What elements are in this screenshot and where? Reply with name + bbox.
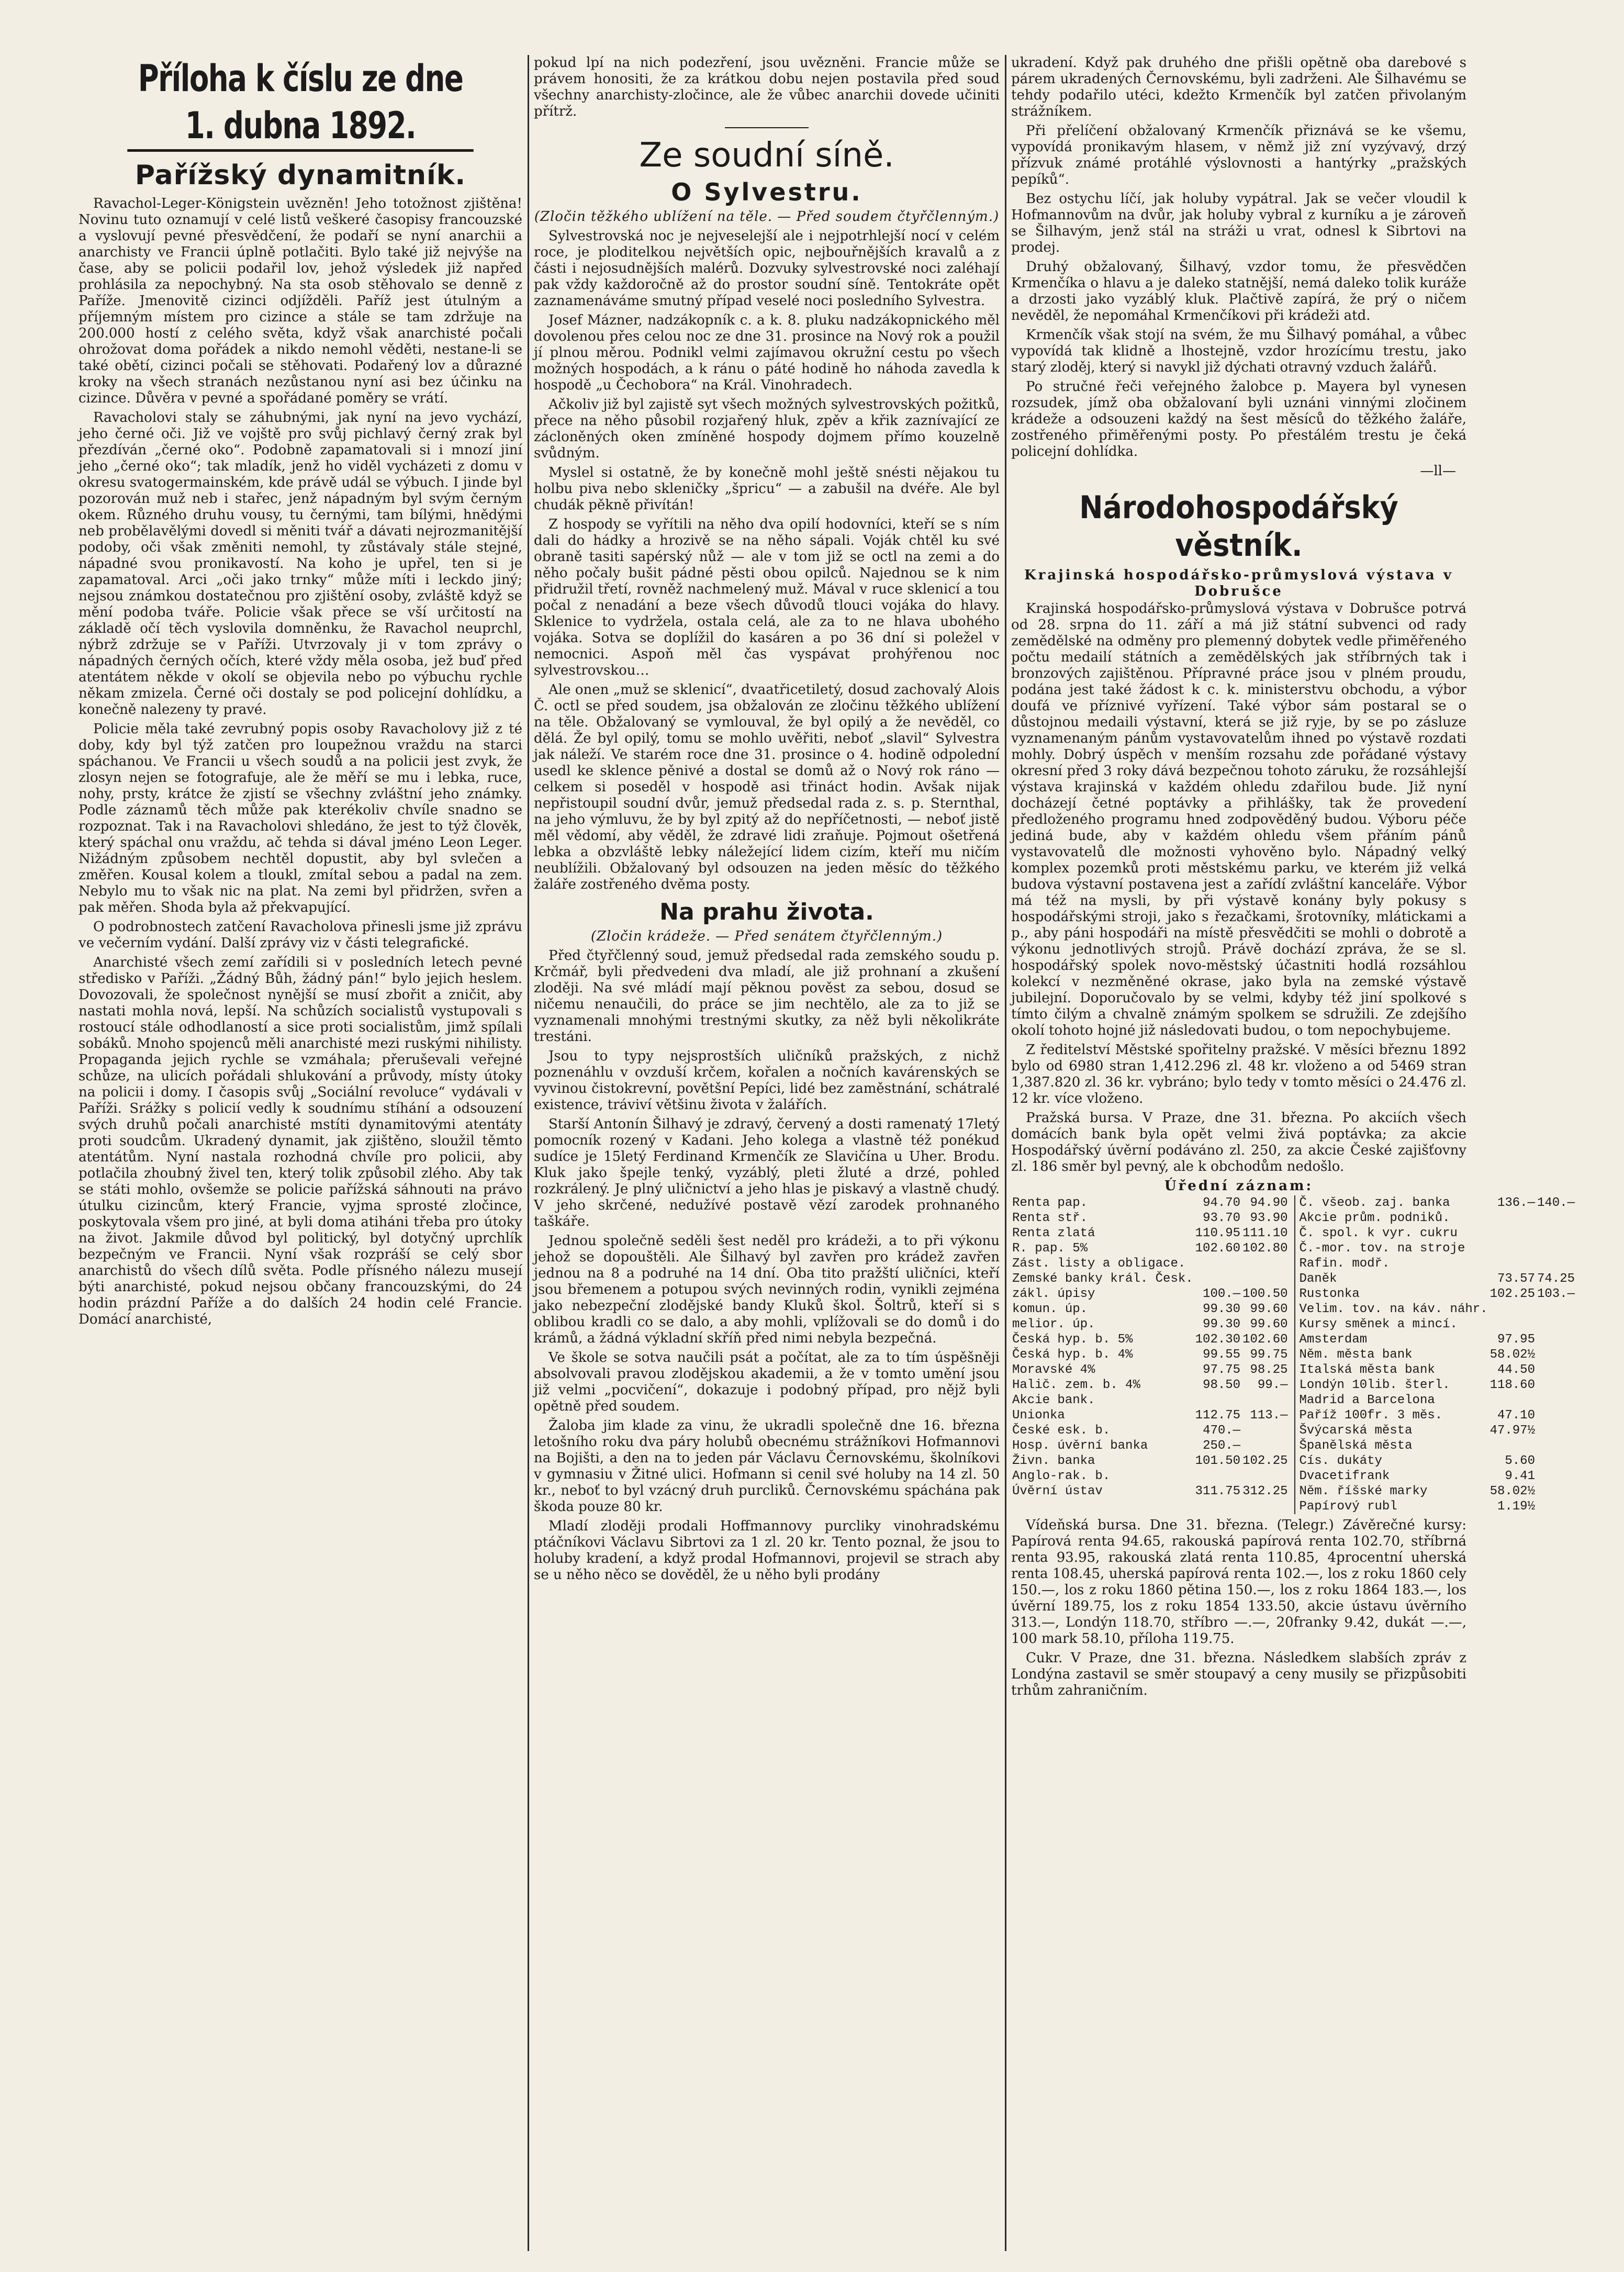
table-cell-label: České esk. b.: [1012, 1424, 1111, 1438]
table-cell-value: [1489, 1211, 1536, 1226]
column-right: [1011, 55, 1575, 2251]
table-cell-label: Č.-mor. tov. na stroje: [1299, 1241, 1465, 1256]
table-row: [1298, 1302, 1576, 1317]
table-cell-value: [1536, 1332, 1576, 1347]
exchange-table: [1011, 1195, 1575, 1514]
paragraph: ukradení. Když pak druhého dne přišli opětně oba darebové s párem ukradených Černovskému, byli zadrženi. Ale Šilhavému se tehdy podařilo utéci, kdežto Krmenčík byl zatčen přivolaným strážníkem.: [1011, 55, 1466, 119]
table-cell-value: [1536, 1241, 1576, 1256]
table-row: [1298, 1469, 1576, 1484]
table-cell-value: [1536, 1211, 1576, 1226]
table-cell-value: 99.60: [1250, 1317, 1288, 1331]
article-subtitle: (Zločin krádeže. — Před senátem čtyřčlenným.): [590, 928, 943, 944]
table-row: [1298, 1271, 1576, 1286]
exchange-table-right-body: [1298, 1195, 1576, 1514]
paragraph: Krajinská hospodářsko-průmyslová výstava v Dobrušce potrvá od 28. srpna do 11. září a má již státní subvenci od rady zemědělské na odměny pro plemenný dobytek vedle přiměřeného počtu medailí státních a zemědělských jak stříbrných tak i bronzových zajištěnou. Přípravné práce jsou v plném proudu, podána jest také žádost k c. k. ministerstvu obchodu, a výbor doufá ve příznivé vyřízení. Také výbor sám postaral se o důstojnou medaili výstavní, která se již ryje, by se po zásluze vyznamenaným pánům vystavovatelům ihned po výstavě rozdati mohly. Dobrý úspěch v menším rozsahu zde pořádané výstavy okresní před 3 roky dává bezpečnou tohoto záruku, že rozsáhlejší výstava krajinská v každém ohledu zdařilou bude. Již nyní docházejí četné poptávky a přihlášky, tak že provedení předloženého programu hned zodpověděný budou. Výboru péče jediná bude, aby v každém ohledu všem přáním pánů vystavovatelů dle možnosti vyhověno bylo. Nápadný velký komplex pozemků proti městskému parku, ve kterém již velká budova výstavní postavena jest a zařídí zvláštní kanceláře. Výbor má též na mysli, by při výstavě konány byly pokusy s hospodářskými stroji, jako s řezačkami, šrotovníky, mlátickami a p., aby páni hospodáři na místě přesvědčiti se mohli o dobrotě a výkonu jednotlivých strojů. Právě dochází zpráva, že se sl. hospodářský spolek novo-městský účastniti hodlá rozsáhlou kolekcí v nezměněné okrase, jako byla na zemské výstavě jubilejní. Doporučovalo by se velmi, kdyby též jiní spolkové s tímto čilým a chvalně známým spolkem se sdružili. Ze zdejšího okolí tohoto hojné již následovati budou, o tom nepochybujeme.: [1011, 601, 1466, 1038]
table-cell-value: [1536, 1226, 1576, 1241]
table-cell-value: [1489, 1302, 1536, 1317]
paragraph: Ravacholovi staly se záhubnými, jak nyní na jevo vychází, jeho černé oči. Již ve vojště pro svůj pichlavý černý zrak byl přezdíván „černé oko“. Podobně zapamatovali si i mnozí jiní jeho „černé oko“; tak mladík, jenž ho viděl vycházeti z domu v okresu svatogermainském, kde právě udál se výbuch. I jinde byl pozorován muž neb i stařec, jenž nápadným byl svým černým okem. Různého druhu vousy, tu černými, tam bílými, hnědými neb probělavělými dovedl si měniti tvář a dávati nejrozmanitější podoby, oči však změniti nemohl, ty zůstávaly stále stejné, nápadné svou pronikavostí. Na koho je upřel, ten si je zapamatoval. Arci „oči jako trnky“ může míti i leckdo jiný; nejsou známkou dostatečnou pro zjištění osoby, zvláště když se mění podoba tváře. Policie však přece se vší určitostí na základě očí těch vyslovila domněnku, že Ravachol neuprchl, nýbrž zdržuje se v Paříži. Utvrzovaly ji v tom zprávy o nápadných černých očích, které vždy měla osoba, jež buď před atentátem někde v okolí se objevila nebo po výbuchu rychle někam zmizela. Černé oči dostaly se pod policejní dohlídku, a konečně nalezeny ty pravé.: [79, 410, 522, 718]
paragraph: Ale onen „muž se sklenicí“, dvaatřicetiletý, dosud zachovalý Alois Č. octl se před soudem, jsa obžalován ze zločinu těžkého ublížení na těle. Obžalovaný se vymlouval, že byl opilý a že nevěděl, co dělá. Že byl opilý, tomu se mohlo uvěřiti, neboť „slavil“ Sylvestra jak náleží. Ve starém roce dne 31. prosince o 4. hodině odpolední usedl ke sklence pěnivé a dostal se domů až o Nový rok ráno — celkem si poseděl v hospodě asi třináct hodin. Avšak nijak nepřistoupil soudní dvůr, jemuž předsedal rada z. s. p. Sternthal, na jeho výmluvu, že by byl zpitý až do nepříčetnosti, — neboť jistě měl vědomí, aby věděl, že zdravé lidi zraňuje. Pojmout ošetřená lebka a obzvláště lebky náležející lidem cizím, kteří mu ničím neublížili. Obžalovaný byl odsouzen na jeden měsíc do těžkého žaláře zostřeného dvěma posty.: [534, 682, 1000, 892]
table-row: [1298, 1499, 1576, 1514]
table-row: [1298, 1347, 1576, 1362]
paragraph: Žaloba jim klade za vinu, že ukradli společně dne 16. března letošního roku dva páry holubů obecnému strážníkovi Hofmannovi na Bojišti, a den na to jeden pár Václavu Černovskému, školníkovi v gymnasiu v Žitné ulici. Hofmann si cenil své holuby na 14 zl. 50 kr., neboť to byl vzácný druh purcliků. Černovskému spáchána pak škoda pouze 80 kr.: [534, 1418, 1000, 1515]
table-cell-value: 47.97½: [1489, 1424, 1535, 1438]
exchange-table-right: [1294, 1195, 1576, 1514]
table-cell-value: [1241, 1393, 1289, 1408]
table-row: [1011, 1241, 1289, 1256]
table-cell-label: komun. úp.: [1012, 1302, 1088, 1316]
table-cell-value: [1536, 1484, 1576, 1499]
table-cell-label: Renta pap.: [1012, 1196, 1088, 1210]
table-row: [1011, 1484, 1289, 1499]
table-cell-value: 44.50: [1497, 1363, 1535, 1377]
table-row: [1011, 1332, 1289, 1347]
table-cell-value: 58.02½: [1489, 1484, 1535, 1498]
paragraph: Jsou to typy nejsprostších uličníků pražských, z nichž poznenáhlu v ovzduší krčem, kořalen a nočních kavárenských se vyvinou čistokrevní, povětšní Pepíci, lidé bez zaměstnání, schátralé existence, tráviví většinu života v žalářích.: [534, 1048, 1000, 1113]
table-cell-label: Česká hyp. b. 4%: [1012, 1348, 1133, 1362]
table-row: [1011, 1469, 1289, 1484]
table-cell-label: Velim. tov. na káv. náhr.: [1299, 1302, 1488, 1316]
table-cell-label: Rustonka: [1299, 1287, 1360, 1301]
table-cell-label: Něm. říšské marky: [1299, 1484, 1428, 1498]
table-row: [1011, 1438, 1289, 1453]
table-cell-value: [1194, 1469, 1241, 1484]
table-cell-value: [1536, 1438, 1576, 1453]
paragraph: Krmenčík však stojí na svém, že mu Šilhavý pomáhal, a vůbec vypovídá tak klidně a lhostejně, vzdor hrozícímu trestu, jako starý zloděj, který si navykl již dýchati otravný vzduch žalářů.: [1011, 327, 1466, 375]
table-cell-label: Anglo-rak. b.: [1012, 1469, 1111, 1483]
table-cell-value: 102.80: [1242, 1241, 1288, 1256]
article-subtitle: (Zločin těžkého ublížení na těle. — Před soudem čtyřčlenným.): [534, 209, 1000, 225]
table-row: [1011, 1302, 1289, 1317]
table-cell-label: Daněk: [1299, 1272, 1337, 1286]
table-cell-value: 93.90: [1250, 1211, 1288, 1225]
table-row: [1011, 1378, 1289, 1393]
table-row: [1298, 1256, 1576, 1271]
table-cell-label: Unionka: [1012, 1408, 1065, 1423]
table-cell-value: [1536, 1393, 1576, 1408]
table-cell-label: Živn. banka: [1012, 1454, 1095, 1468]
table-cell-label: Kursy směnek a mincí.: [1299, 1317, 1458, 1331]
table-cell-value: 9.41: [1505, 1469, 1535, 1483]
table-cell-value: 94.70: [1203, 1196, 1241, 1210]
table-cell-value: 100.50: [1242, 1287, 1288, 1301]
table-row: [1298, 1226, 1576, 1241]
paragraph: Vídeňská bursa. Dne 31. března. (Telegr.) Závěrečné kursy: Papírová renta 94.65, rakouská papírová renta 102.70, stříbrná renta 93.95, rakouská zlatá renta 110.85, 4procentní uherská renta 108.45, uherská papírová renta 102.—, los z roku 1860 cely 150.—, los z roku 1860 pětina 150.—, los z roku 1864 183.—, los úvěrní 189.75, los z roku 1854 133.50, akcie ústavu úvěrního 313.—, Londýn 118.70, stříbro —.—, 20franky 9.42, dukát —.—, 100 mark 58.10, příloha 119.75.: [1011, 1517, 1466, 1647]
table-cell-value: 98.50: [1203, 1378, 1241, 1392]
table-cell-value: [1489, 1438, 1536, 1453]
table-cell-value: 470.—: [1203, 1424, 1241, 1438]
table-cell-value: 58.02½: [1489, 1348, 1535, 1362]
table-cell-value: 74.25: [1537, 1272, 1575, 1286]
table-cell-value: 102.25: [1242, 1454, 1288, 1468]
table-cell-label: Něm. města bank: [1299, 1348, 1413, 1362]
paragraph: pokud lpí na nich podezření, jsou uvězněni. Francie může se právem honositi, že za krátkou dobu nejen postavila před soud všechny anarchisty-zločince, ale že vůbec anarchii dovede učiniti přítrž.: [534, 55, 1000, 119]
table-cell-label: Akcie bank.: [1012, 1393, 1095, 1407]
table-cell-label: Akcie prům. podniků.: [1299, 1211, 1450, 1225]
table-cell-value: 103.—: [1537, 1287, 1575, 1301]
table-row: [1298, 1378, 1576, 1393]
table-cell-value: [1536, 1347, 1576, 1362]
paragraph: Cukr. V Praze, dne 31. března. Následkem slabších zpráv z Londýna zastavil se směr stoupavý a ceny musily se přizpůsobiti trhům zahraničním.: [1011, 1650, 1466, 1698]
table-cell-value: 99.75: [1250, 1348, 1288, 1362]
article-subtitle: Krajinská hospodářsko-průmyslová výstava v Dobrušce: [1024, 567, 1453, 599]
table-cell-value: 93.70: [1203, 1211, 1241, 1225]
paragraph: Mladí zloději prodali Hoffmannovy purcliky vinohradskému ptáčníkovi Václavu Sibrtovi za 1 zl. 20 kr. Tento poznal, že jsou to holuby kradení, a když prodal Hofmannovi, projevil se strach aby se u něho něco se dověděl, že u něho byli prodány: [534, 1518, 1000, 1583]
table-cell-value: 136.—: [1497, 1196, 1535, 1210]
table-cell-label: Italská města bank: [1299, 1363, 1435, 1377]
paragraph: Ravachol-Leger-Königstein uvězněn! Jeho totožnost zjištěna! Novinu tuto oznamují v celé listů veškeré časopisy francouzské a vyslovují pevné přesvědčení, že podaří se nyní anarchii a anarchisty ve Francii úplně potlačiti. Bylo také již nejvýše na čase, aby se policii podařil lov, jehož výsledek již napřed prohlásila za nepochybný. Na sta osob stěhovalo se denně z Paříže. Jmenovitě cizinci odjížděli. Paříž jest útulným a příjemným místem pro cizince a stále se tam zdržuje na 200.000 hostí z celého světa, když však anarchisté počali ohrožovat doma pořádek a nikdo nemohl věděti, nestane-li se také obětí, cizinci počali se stěhovati. Podařený lov a důrazné kroky na všech stranách nezůstanou nyní asi bez účinku na cizince. Důvěra v pevné a spořádané poměry se vrátí.: [79, 196, 522, 406]
table-cell-value: 98.25: [1250, 1363, 1288, 1377]
table-cell-value: [1194, 1271, 1241, 1286]
table-cell-value: 100.—: [1203, 1287, 1241, 1301]
table-cell-label: Dvacetifrank: [1299, 1469, 1390, 1483]
table-row: [1011, 1226, 1289, 1241]
table-cell-label: Č. spol. k vyr. cukru: [1299, 1226, 1458, 1240]
table-cell-value: 5.60: [1505, 1454, 1535, 1468]
table-cell-label: Úvěrní ústav: [1012, 1484, 1103, 1498]
paragraph: Policie měla také zevrubný popis osoby Ravacholovy již z té doby, kdy byl týž zatčen pro loupežnou vraždu na starci spáchanou. Ve Francii u všech soudů a na policii jest zvyk, že zlosyn nejen se fotografuje, ale že měří se mu i lebka, ruce, nohy, prsty, krátce že zjistí se všechny zvláštní jeho známky. Podle záznamů těch může pak kterékoliv chvíle snadno se rozpoznat. Tak i na Ravacholovi shledáno, že jest to týž člověk, který spáchal onu vraždu, ač tehda si dával jméno Leon Leger. Nižádným způsobem nechtěl dopustit, aby byl svlečen a změřen. Kousal kolem a tloukl, zmítal sebou a padal na zem. Nebylo mu to však nic na plat. Na zemi byl přidržen, svřen a pak měřen. Shoda byla až překvapující.: [79, 721, 522, 915]
table-cell-value: 1.19½: [1497, 1499, 1535, 1514]
paragraph: Josef Mázner, nadzákopník c. a k. 8. pluku nadzákopnického měl dovolenou přes celou noc ze dne 31. prosince na Nový rok a použil jí plnou měrou. Podnikl velmi zajímavou okružní cestu po všech možných hospodách, a k ránu o páté hodině ho náhoda zavedla k hospodě „u Čechobora“ na Král. Vinohradech.: [534, 312, 1000, 393]
table-cell-value: 312.25: [1242, 1484, 1288, 1498]
exchange-table-left-body: [1011, 1195, 1289, 1499]
table-cell-value: 311.75: [1195, 1484, 1241, 1498]
table-cell-label: Rafin. modř.: [1299, 1257, 1390, 1271]
paragraph: Sylvestrovská noc je nejveselejší ale i nejpotrhlejší nocí v celém roce, je ploditelkou největších opic, nejbouřnějších kravalů a z části i nejosudnějších malérů. Dozvuky sylvestrovské noci zaléhají pak vždy každoročně až do prostor soudní síně. Tentokráte opět zaznamenáváme smutný případ veselé noci posledního Sylvestra.: [534, 228, 1000, 309]
table-row: [1298, 1393, 1576, 1408]
table-cell-value: [1536, 1378, 1576, 1393]
table-cell-value: [1194, 1256, 1241, 1271]
table-cell-value: 99.30: [1203, 1302, 1241, 1316]
table-row: [1298, 1286, 1576, 1302]
column-middle: [534, 55, 1000, 2251]
table-cell-value: 101.50: [1195, 1454, 1241, 1468]
table-cell-value: 99.—: [1257, 1378, 1288, 1392]
table-row: [1011, 1195, 1289, 1211]
paragraph: Po stručné řeči veřejného žalobce p. Mayera byl vynesen rozsudek, jímž oba obžalovaní byli uznáni vinnými zločinem krádeže a odsouzeni každý na šest měsíců do těžkého žaláře, zostřeného přiměřenými posty. Po přestálém trestu je čeká policejní dohlídka.: [1011, 379, 1466, 460]
table-row: [1298, 1241, 1576, 1256]
table-cell-label: Madrid a Barcelona: [1299, 1393, 1435, 1407]
table-cell-value: 102.60: [1195, 1241, 1241, 1256]
article-title: O Sylvestru.: [671, 178, 863, 206]
table-cell-value: 113.—: [1250, 1408, 1288, 1423]
table-cell-value: [1536, 1469, 1576, 1484]
table-row: [1011, 1256, 1289, 1271]
section-title: Národohospodářský věstník.: [1079, 489, 1398, 564]
column-divider: [1005, 55, 1006, 2251]
table-cell-label: Londýn 10lib. šterl.: [1299, 1378, 1450, 1392]
table-cell-value: 73.57: [1497, 1272, 1535, 1286]
table-row: [1011, 1347, 1289, 1362]
paragraph: Anarchisté všech zemí zařídili si v posledních letech pevné středisko v Paříži. „Žádný Bůh, žádný pán!“ bylo jejich heslem. Dovozovali, že společnost nynější se musí zbořit a zničit, aby nastati mohla nová, lepší. Na schůzích socialistů vystupovali s rostoucí stále odhodlaností a sice proti socialistům, jimž spílali sobáků. Mnoho spojenců měli anarchisté mezi ruskými nihilisty. Propaganda jejich rychle se vzmáhala; přeruševali veřejné schůze, na ulicích pořádali shlukování a průvody, místy útoky na policii i domy. I časopis svůj „Sociální revoluce“ vydávali v Paříži. Srážky s policií vedly k soudnímu stíhání a odsouzení svých druhů počali anarchisté mstíti dynamitovými atentáty proti soudcům. Ukradený dynamit, jak zjištěno, sloužil těmto atentátům. Nyní nastala rozhodná chvíle pro policii, aby potlačila zhoubný živel ten, který tolik způsobil zlého. Aby tak se státi mohlo, ovšemže se policie pařížská sáhnouti na právo útulku cizincům, který Francie, vyjma sprosté zločince, poskytovala všem pro jiné, at byli doma atiháni třeba pro útoky na život. Jakmile důvod byl politický, byl dotyčný uprchlík bezpečným ve Francii. Nyní však rozpráší se celý sbor anarchistů do všech dílů světa. Podle přísného nálezu musejí býti anarchisté, pokud nejsou občany francouzskými, do 24 hodin prázdní Paříže a do dalších 24 hodin celé Francie. Domácí anarchisté,: [79, 955, 522, 1327]
table-cell-value: [1241, 1438, 1289, 1453]
table-cell-value: [1536, 1362, 1576, 1378]
table-cell-label: Španělská města: [1299, 1439, 1413, 1453]
table-row: [1011, 1286, 1289, 1302]
paragraph: Myslel si ostatně, že by konečně mohl ještě snésti nějakou tu holbu piva nebo skleničky „špricu“ — a zabušil na dvéře. Ale byl chudák pěkně přivítán!: [534, 465, 1000, 513]
column-left: [79, 55, 522, 2251]
table-cell-label: Švýcarská města: [1299, 1424, 1413, 1438]
paragraph: Druhý obžalovaný, Šilhavý, vzdor tomu, že přesvědčen Krmenčíka o hlavu a je daleko statnější, nemá daleko tolik kuráže a drzosti jako vyzáblý kluk. Plačtivě zapírá, že prý o ničem nevěděl, že nepomáhal Krmenčíkovi při krádeži atd.: [1011, 259, 1466, 323]
paragraph: Ve škole se sotva naučili psát a počítat, ale za to tím úspěšněji absolvovali pravou zlodějskou akademii, a že v tomto umění jsou již velmi „pocvičení“, dokazuje i podobný případ, pro nějž byli opětně před soudem.: [534, 1350, 1000, 1414]
author-signature: —ll—: [1420, 463, 1456, 479]
table-cell-label: melior. úp.: [1012, 1317, 1095, 1331]
table-cell-value: [1536, 1423, 1576, 1438]
table-cell-value: 250.—: [1203, 1439, 1241, 1453]
table-cell-value: [1241, 1256, 1289, 1271]
table-cell-label: Hosp. úvěrní banka: [1012, 1439, 1148, 1453]
exchange-table-title: Úřední záznam:: [1164, 1178, 1314, 1194]
table-cell-label: Česká hyp. b. 5%: [1012, 1333, 1133, 1347]
table-cell-value: 99.60: [1250, 1302, 1288, 1316]
table-cell-value: [1489, 1226, 1536, 1241]
table-row: [1298, 1453, 1576, 1469]
table-cell-value: [1536, 1499, 1576, 1514]
table-cell-value: 102.30: [1195, 1333, 1241, 1347]
table-cell-value: [1536, 1317, 1576, 1332]
table-cell-label: Renta zlatá: [1012, 1226, 1095, 1240]
table-row: [1298, 1423, 1576, 1438]
table-cell-value: 99.55: [1203, 1348, 1241, 1362]
table-row: [1298, 1195, 1576, 1211]
section-title: Ze soudní síně.: [639, 136, 894, 175]
table-cell-label: zákl. úpisy: [1012, 1287, 1095, 1301]
table-row: [1298, 1484, 1576, 1499]
table-cell-value: [1536, 1453, 1576, 1469]
table-row: [1011, 1317, 1289, 1332]
paragraph: Bez ostychu líčí, jak holuby vypátral. Jak se večer vloudil k Hofmannovům na dvůr, jak holuby vybral z kurníku a je zároveň se Šilhavým, jenž stál na stráži u vrat, odnesl k Sibrtovi na prodej.: [1011, 191, 1466, 255]
table-cell-value: [1489, 1393, 1536, 1408]
table-cell-label: Zemské banky král. Česk.: [1012, 1272, 1193, 1286]
article-title: Na prahu života.: [659, 899, 874, 925]
article-title: Pařížský dynamitník.: [135, 160, 466, 191]
table-cell-value: 47.10: [1497, 1408, 1535, 1423]
paragraph: Ačkoliv již byl zajistě syt všech možných sylvestrovských požitků, přece na něho působil rozjařený hluk, zpěv a křik zaznívající ze zácloněných oken zmíněné hospody dojmem přímo kouzelně svůdným.: [534, 397, 1000, 461]
table-cell-label: Renta stř.: [1012, 1211, 1088, 1225]
table-row: [1298, 1408, 1576, 1423]
table-cell-value: 97.75: [1203, 1363, 1241, 1377]
paragraph: Z hospody se vyřítili na něho dva opilí hodovníci, kteří se s ním dali do hádky a hrozivě se na něho sápali. Voják chtěl ku své obraně tasiti sapérský nůž — ale v tom již se octl na zemi a do něho počaly bušit pádné pěsti obou opilců. Najednou se k nim přidružil třetí, rovněž nachmelený muž. Mával v ruce sklenicí a tou počal z nenadání a beze všech důvodů tlouci vojáka do hlavy. Sklenice to vydržela, ostala celá, ale za to ne hlava ubohého vojáka. Sotva se doplížil do kasáren a po 36 dní si poležel v nemocnici. Aspoň měl čas vyspávat prohýřenou noc sylvestrovskou…: [534, 517, 1000, 678]
table-cell-value: [1489, 1241, 1536, 1256]
table-cell-value: [1536, 1302, 1576, 1317]
table-cell-value: 111.10: [1242, 1226, 1288, 1240]
table-cell-value: [1489, 1256, 1536, 1271]
divider: [725, 127, 809, 128]
paragraph: Pražská bursa. V Praze, dne 31. března. Po akciích všech domácích bank byla opět velmi živá poptávka; za akcie Hospodářský úvěrní podáváno zl. 250, za akcie České zajišťovny zl. 186 směr byl pevný, ale k obchodům nedošlo.: [1011, 1110, 1466, 1174]
table-cell-value: [1241, 1423, 1289, 1438]
paragraph: Při přelíčení obžalovaný Krmenčík přiznává se ke všemu, vypovídá pronikavým hlasem, v němž již zní vyzývavý, drzý přízvuk známé protáhlé výslovnosti a hantýrky „pražských pepíků“.: [1011, 123, 1466, 187]
table-cell-value: [1241, 1271, 1289, 1286]
table-cell-label: Halič. zem. b. 4%: [1012, 1378, 1140, 1392]
table-cell-value: [1536, 1256, 1576, 1271]
table-row: [1298, 1332, 1576, 1347]
table-cell-label: Č. všeob. zaj. banka: [1299, 1196, 1450, 1210]
table-cell-value: 94.90: [1250, 1196, 1288, 1210]
table-cell-value: 112.75: [1195, 1408, 1241, 1423]
table-row: [1011, 1453, 1289, 1469]
paragraph: Z ředitelství Městské spořitelny pražské. V měsíci březnu 1892 bylo od 6980 stran 1,412.296 zl. 48 kr. vloženo a od 5469 stran 1,387.820 zl. 36 kr. vybráno; bylo tedy v tomto měsíci o 24.476 zl. 12 kr. více vloženo.: [1011, 1042, 1466, 1106]
table-row: [1011, 1211, 1289, 1226]
table-cell-value: 99.30: [1203, 1317, 1241, 1331]
table-row: [1298, 1211, 1576, 1226]
table-cell-label: Amsterdam: [1299, 1333, 1368, 1347]
table-cell-value: 102.25: [1489, 1287, 1535, 1301]
paragraph: Starší Antonín Šilhavý je zdravý, červený a dosti ramenatý 17letý pomocník rozený v Kadani. Jeho kolega a vlastně též ponékud sudíce je 15letý Ferdinand Krmenčík ze Slavičína u Uher. Brodu. Kluk jako špejle tenký, vyzáblý, pleti žluté a drzé, pohled rozkrálený. Je plný uličnictví a jeho hlas je piskavý a vlastně chudý. V jeho skrčené, nedužívé postavě vězí zarodek prohnaného taškáře.: [534, 1116, 1000, 1229]
table-cell-value: [1536, 1408, 1576, 1423]
table-row: [1298, 1317, 1576, 1332]
table-cell-value: 140.—: [1537, 1196, 1575, 1210]
paragraph: Jednou společně seděli šest neděl pro krádeži, a to při výkonu jehož se dopouštěli. Ale Šilhavý byl zavřen pro krádež zavřen jednou na 8 a podruhé na 14 dní. Oba tito pražští uličníci, kteří jsou břemenem a potupou svých nevinných rodin, vynikli zejména jako nebezpeční zlodějské bandy Kluků škol. Šoltrů, kteří si s oblibou kradli co se dalo, a aby mohli, vplížovali se do domů i do krámů, a žádná výkladní skříň před nimi nebyla bezpečná.: [534, 1233, 1000, 1346]
table-cell-label: Cís. dukáty: [1299, 1454, 1382, 1468]
table-cell-value: [1241, 1469, 1289, 1484]
table-row: [1011, 1393, 1289, 1408]
table-cell-value: 97.95: [1497, 1333, 1535, 1347]
table-cell-label: Papírový rubl: [1299, 1499, 1397, 1514]
table-row: [1011, 1271, 1289, 1286]
table-cell-value: [1489, 1317, 1536, 1332]
table-row: [1011, 1362, 1289, 1378]
table-row: [1011, 1423, 1289, 1438]
table-cell-label: Zást. listy a obligace.: [1012, 1257, 1186, 1271]
table-row: [1298, 1438, 1576, 1453]
table-cell-value: [1194, 1393, 1241, 1408]
table-cell-value: 110.95: [1195, 1226, 1241, 1240]
exchange-table-left: [1011, 1195, 1289, 1514]
table-cell-value: 118.60: [1489, 1378, 1535, 1392]
table-cell-label: Moravské 4%: [1012, 1363, 1095, 1377]
paragraph: O podrobnostech zatčení Ravacholova přinesli jsme již zprávu ve večerním vydání. Další zprávy viz v části telegrafické.: [79, 919, 522, 951]
table-cell-value: 102.60: [1242, 1333, 1288, 1347]
paragraph: Před čtyřčlenný soud, jemuž předsedal rada zemského soudu p. Krčmář, byli předvedeni dva mladí, ale již prohnaní a zkušení zloději. Na své mládí mají pěknou pověst za sebou, dosud se ničemu nenaučili, do práce se jim nechtělo, ale za to již se vyznamenali mnohými trestnými skutky, za něž byli několikráte trestáni.: [534, 948, 1000, 1045]
page-header: Příloha k číslu ze dne 1. dubna 1892.: [127, 55, 473, 152]
table-row: [1011, 1408, 1289, 1423]
table-row: [1298, 1362, 1576, 1378]
table-cell-label: Paříž 100fr. 3 měs.: [1299, 1408, 1443, 1423]
table-cell-label: R. pap. 5%: [1012, 1241, 1088, 1256]
column-divider: [528, 55, 529, 2251]
